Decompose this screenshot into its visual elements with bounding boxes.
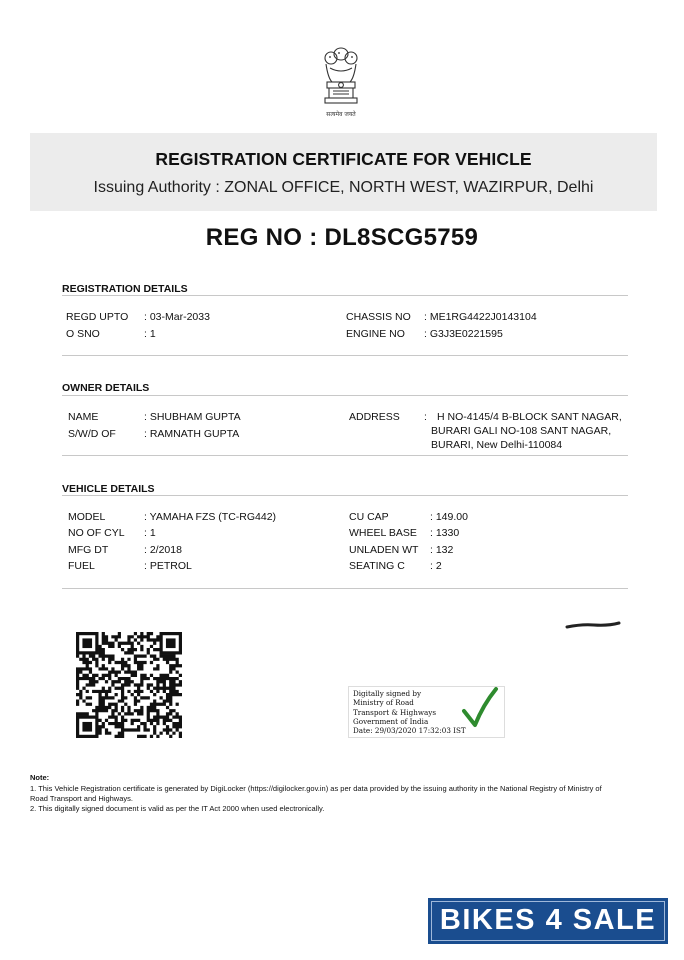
- unladen-wt-label: UNLADEN WT: [349, 544, 419, 556]
- state-emblem: [316, 44, 366, 120]
- engine-no-label: ENGINE NO: [346, 328, 405, 340]
- owner-name-value: : SHUBHAM GUPTA: [144, 411, 241, 423]
- swd-of-label: S/W/D OF: [68, 428, 116, 440]
- bikes4sale-watermark: [428, 898, 668, 944]
- note-line: 1. This Vehicle Registration certificate is generated by DigiLocker (https://digilocker.gov.in) as per data provided by the issuing authority in the National Registry of Ministry of: [30, 784, 602, 793]
- chassis-no-label: CHASSIS NO: [346, 311, 411, 323]
- mfg-dt-label: MFG DT: [68, 544, 109, 556]
- checkmark-icon: [459, 685, 499, 729]
- owner-name-label: NAME: [68, 411, 99, 423]
- divider: [62, 588, 628, 589]
- address-label: ADDRESS: [349, 411, 400, 423]
- fuel-label: FUEL: [68, 560, 95, 572]
- no-of-cyl-value: : 1: [144, 527, 156, 539]
- o-sno-value: : 1: [144, 328, 156, 340]
- certificate-title: REGISTRATION CERTIFICATE FOR VEHICLE: [155, 149, 532, 169]
- qr-finder-pattern: [160, 632, 182, 654]
- certificate-header: [30, 133, 657, 211]
- wheel-base-value: : 1330: [430, 527, 460, 539]
- state-emblem-icon: [316, 44, 366, 108]
- divider: [62, 495, 628, 496]
- registration-number: REG NO : DL8SCG5759: [205, 224, 479, 251]
- divider: [62, 395, 628, 396]
- divider: [62, 355, 628, 356]
- qr-code-icon: [76, 632, 182, 738]
- divider: [62, 295, 628, 296]
- signature-line: Ministry of Road: [353, 698, 414, 708]
- chassis-no-value: : ME1RG4422J0143104: [424, 311, 537, 323]
- qr-finder-pattern: [76, 716, 98, 738]
- note-line: 2. This digitally signed document is valid as per the IT Act 2000 when used electronically.: [30, 804, 325, 813]
- mfg-dt-value: : 2/2018: [144, 544, 182, 556]
- owner-details-title: OWNER DETAILS: [62, 382, 150, 394]
- address-line: BURARI GALI NO-108 SANT NAGAR,: [431, 425, 612, 437]
- fuel-value: : PETROL: [144, 560, 192, 572]
- divider: [62, 455, 628, 456]
- emblem-motto: सत्यमेव जयते: [326, 111, 356, 118]
- signature-line: Transport & Highways: [353, 707, 437, 717]
- seating-c-value: : 2: [430, 560, 442, 572]
- regd-upto-value: : 03-Mar-2033: [144, 311, 210, 323]
- vehicle-details-title: VEHICLE DETAILS: [62, 483, 155, 495]
- cu-cap-label: CU CAP: [349, 511, 389, 523]
- watermark-text: BIKES 4 SALE: [439, 904, 657, 936]
- cu-cap-value: : 149.00: [430, 511, 468, 523]
- signature-text: [353, 689, 466, 735]
- issuing-authority: Issuing Authority : ZONAL OFFICE, NORTH WEST, WAZIRPUR, Delhi: [93, 179, 594, 196]
- signature-date: Date: 29/03/2020 17:32:03 IST: [353, 726, 466, 736]
- registration-details-title: REGISTRATION DETAILS: [62, 283, 188, 295]
- signature-line: Digitally signed by: [353, 689, 422, 698]
- no-of-cyl-label: NO OF CYL: [68, 527, 125, 539]
- signature-line: Government of India: [353, 716, 429, 726]
- note-line: Road Transport and Highways.: [30, 794, 133, 803]
- swd-of-value: : RAMNATH GUPTA: [144, 428, 240, 440]
- note-title: Note:: [30, 773, 50, 782]
- engine-no-value: : G3J3E0221595: [424, 328, 503, 340]
- regd-upto-label: REGD UPTO: [66, 311, 129, 323]
- signature-scribble-icon: [564, 618, 622, 632]
- seating-c-label: SEATING C: [349, 560, 405, 572]
- digital-signature: [348, 686, 505, 738]
- qr-finder-pattern: [76, 632, 98, 654]
- address-colon: :: [424, 411, 427, 423]
- model-value: : YAMAHA FZS (TC-RG442): [144, 511, 277, 523]
- model-label: MODEL: [68, 511, 106, 523]
- address-line: BURARI, New Delhi-110084: [431, 439, 563, 451]
- address-line: H NO-4145/4 B-BLOCK SANT NAGAR,: [437, 411, 622, 423]
- unladen-wt-value: : 132: [430, 544, 454, 556]
- wheel-base-label: WHEEL BASE: [349, 527, 417, 539]
- o-sno-label: O SNO: [66, 328, 100, 340]
